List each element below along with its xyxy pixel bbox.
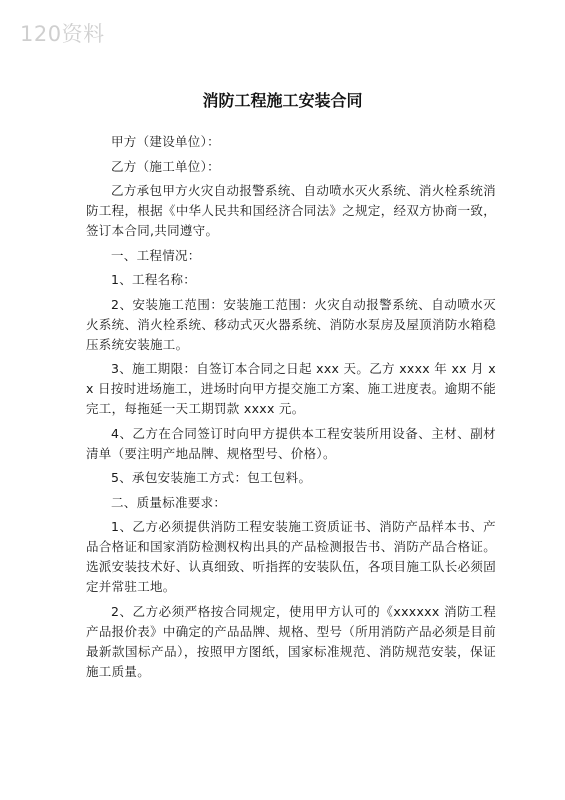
clause-qualification: 1、乙方必须提供消防工程安装施工资质证书、消防产品样本书、产品合格证和国家消防检测权构出具的产品检测报告书、消防产品合格证。选派安装技术好、认真细致、听指挥的安装队伍，各项目施工队长必须固定并常驻工地。 [86,519,496,594]
party-b-line: 乙方（施工单位）： [111,158,220,174]
clause-scope: 2、安装施工范围：安装施工范围：火灾自动报警系统、自动喷水灭火系统、消火栓系统、移动式灭火器系统、消防水泵房及屋顶消防水箱稳压系统安装施工。 [86,296,496,352]
section-heading-project: 一、工程情况： [111,247,201,263]
section-heading-quality: 二、质量标准要求： [111,494,227,510]
document-body [86,132,496,686]
watermark: 120资料 [20,22,105,46]
clause-schedule: 3、施工期限：自签订本合同之日起 xxx 天。乙方 xxxx 年 xx 月 xx 日按时进场施工，进场时向甲方提交施工方案、施工进度表。逾期不能完工，每拖延一天工期罚款 xxxx 元。 [86,361,496,416]
intro-paragraph: 乙方承包甲方火灾自动报警系统、自动喷水灭火系统、消火栓系统消防工程，根据《中华人民共和国经济合同法》之规定，经双方协商一致，签订本合同,共同遵守。 [86,183,496,238]
clause-material-list: 4、乙方在合同签订时向甲方提供本工程安装所用设备、主材、副材清单（要注明产地品牌、规格型号、价格）。 [86,425,496,461]
clause-project-name: 1、工程名称： [111,272,197,287]
clause-product-standard: 2、乙方必须严格按合同规定，使用甲方认可的《xxxxxx 消防工程产品报价表》中确定的产品品牌、规格、型号（所用消防产品必须是目前最新款国标产品），按照甲方图纸，国家标准规范、消防规范安装，保证施工质量。 [86,603,496,679]
clause-contract-mode: 5、承包安装施工方式：包工包料。 [111,470,312,485]
document-title: 消防工程施工安装合同 [202,91,363,110]
party-a-line: 甲方（建设单位）： [111,134,220,149]
